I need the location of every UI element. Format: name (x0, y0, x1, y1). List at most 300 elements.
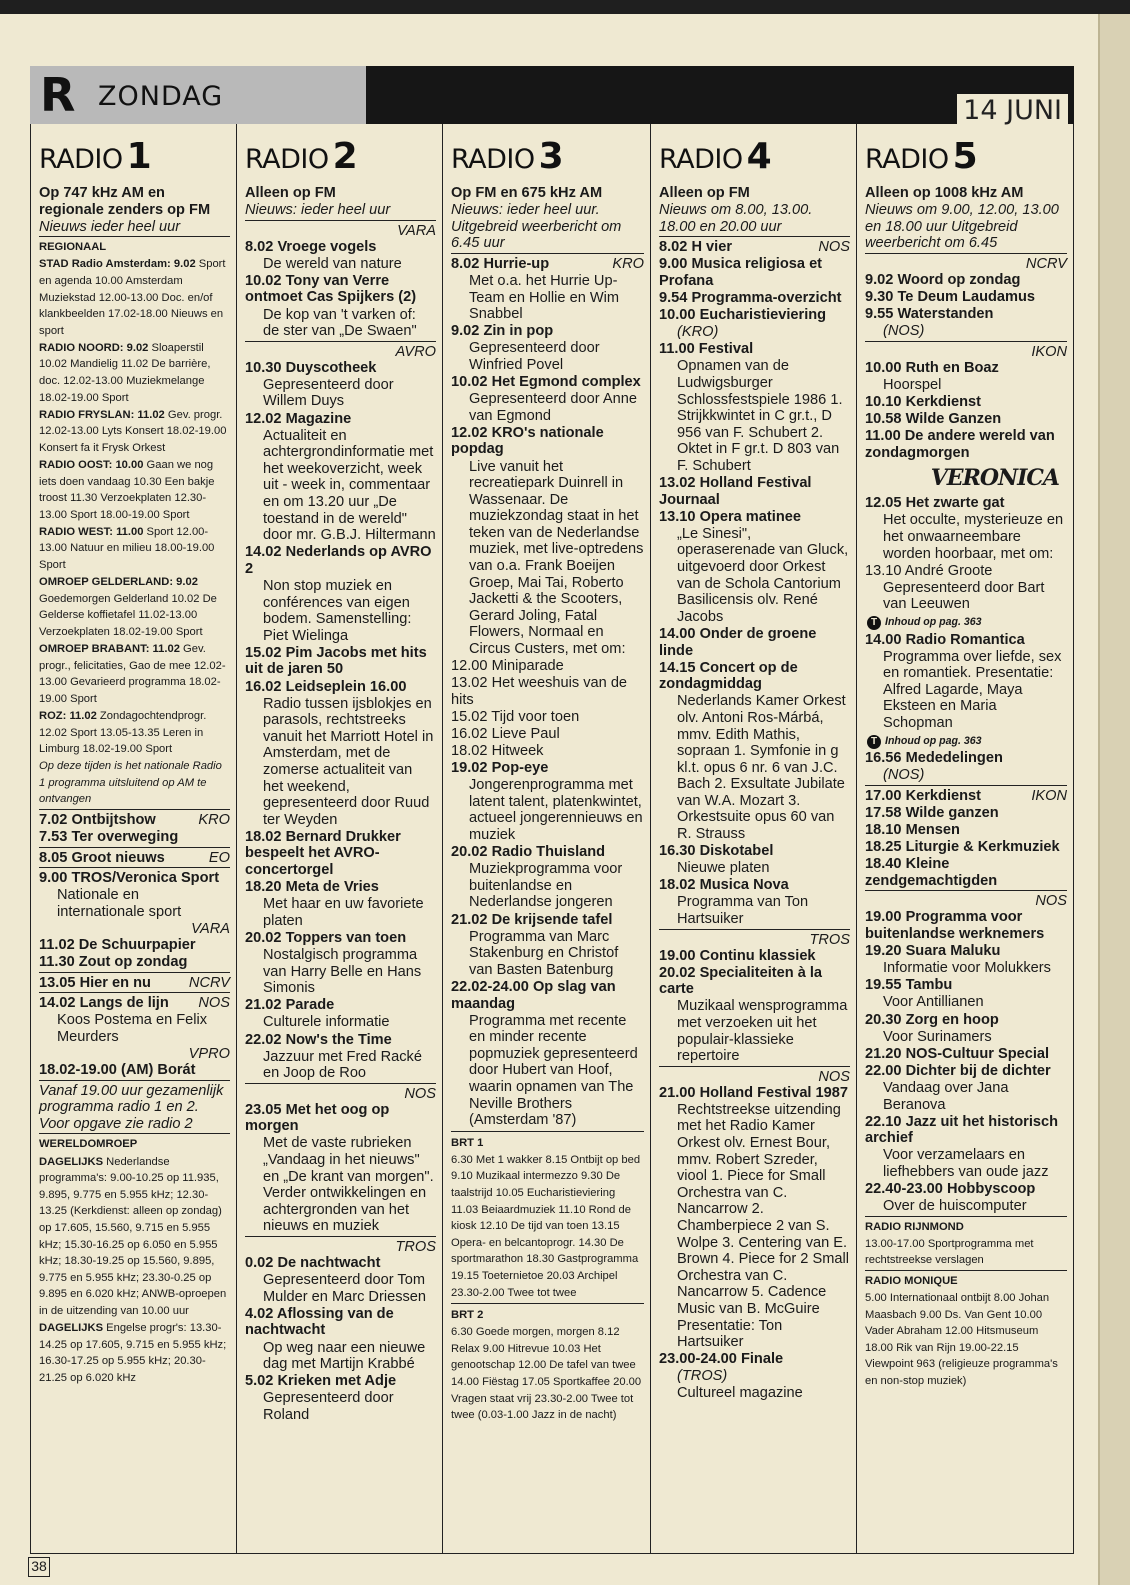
entry-text: Programma met recente en minder recente popmuziek gepresenteerd door Hubert van Hoof, waarin opnamen van The Neville Brothers (Amsterdam '87) (469, 1012, 638, 1129)
broadcaster-label (865, 344, 1067, 360)
programme-description (659, 1368, 850, 1385)
programme-description (245, 578, 436, 644)
programme-description (451, 273, 644, 323)
entry-bold: 8.05 Groot nieuws (39, 849, 165, 866)
broadcaster-name: VARA (397, 222, 436, 239)
programme-title (865, 1114, 1067, 1147)
programme-title (865, 428, 1067, 461)
entry-italic: Nieuws: ieder heel uur. Uitgebreid weerbericht om 6.45 uur (451, 202, 622, 252)
entry-bold: 18.02-19.00 (AM) Borát (39, 1062, 196, 1079)
entry-text: 5.00 Internationaal ontbijt 8.00 Johan Maasbach 9.00 Ds. Van Gent 10.00 Vader Abraham 12.00 Hitsmuseum 18.00 Rik van Rijn 19.00-22.15 Viewpoint 963 (religieuze programma's en non-stop muziek) (865, 1292, 1058, 1387)
header-day: ZONDAG (98, 81, 224, 112)
entry-bold: BRT 2 (451, 1309, 484, 1322)
programme-title (39, 850, 230, 869)
entry-bold: 19.00 Continu klassiek (659, 947, 816, 964)
entry-italic: Nieuws ieder heel uur (39, 218, 181, 235)
entry-bold: 14.02 Nederlands op AVRO 2 (245, 544, 432, 577)
programme-title (865, 943, 1067, 960)
entry-text: Non stop muziek en conférences van eigen bodem. Samenstelling: Piet Wielinga (263, 577, 412, 644)
entry-bold: Op 747 kHz AM en regionale zenders op FM (39, 185, 211, 218)
small-print-entry (39, 1136, 230, 1153)
entry-bold: 7.53 Ter overweging (39, 829, 179, 846)
tip-icon: T (867, 616, 881, 630)
programme-title (39, 937, 230, 954)
note-line (451, 709, 644, 726)
entry-bold: RADIO OOST: 10.00 (39, 459, 144, 471)
programme-description (245, 377, 436, 410)
entry-bold: 11.30 Zout op zondag (39, 954, 188, 971)
programme-title (865, 788, 1067, 805)
entry-bold: 19.00 Programma voor buitenlandse werknemers (865, 909, 1045, 943)
note-line (451, 202, 644, 254)
entry-bold: 10.10 Kerkdienst (865, 393, 982, 410)
programme-title (245, 360, 436, 377)
programme-description (245, 947, 436, 997)
small-print-entry (39, 574, 230, 640)
broadcaster-label (245, 223, 436, 239)
entry-text: Voor Surinamers (883, 1028, 992, 1045)
entry-text: Voor verzamelaars en liefhebbers van oude jazz (883, 1147, 1049, 1180)
column-radio-2 (237, 124, 443, 1554)
programme-title (245, 1306, 436, 1339)
entry-bold: 21.00 Holland Festival 1987 (659, 1084, 849, 1101)
programme-title (451, 912, 644, 929)
programme-title (659, 1351, 850, 1368)
entry-bold: 10.02 Tony van Verre ontmoet Cas Spijkers (2) (245, 272, 417, 306)
entry-italic: Nieuws om 9.00, 12.00, 13.00 en 18.00 uur Uitgebreid weerbericht om 6.45 (865, 202, 1059, 252)
entry-text: Gepresenteerd door Tom Mulder en Marc Driessen (263, 1272, 427, 1305)
programme-title (245, 544, 436, 577)
entry-text: 6.30 Goede morgen, morgen 8.12 Relax 9.00 Hitrevue 10.03 Het genootschap 12.00 De tafel van twee 14.00 Fiëstag 17.05 Sportkaffee 20.00 Vragen staat vrij 23.30-2.00 Twee tot twee (0.03-1.00 Jazz in de nacht) (451, 1326, 642, 1422)
programme-description (865, 960, 1067, 977)
entry-bold: Alleen op FM (245, 185, 336, 201)
entry-bold: ROZ: 11.02 (39, 709, 97, 722)
entry-bold: 18.02 Musica Nova (659, 877, 789, 894)
small-print-entry (39, 239, 230, 256)
entry-text: 6.30 Met 1 wakker 8.15 Ontbijt op bed 9.10 Muzikaal intermezzo 9.30 De taalstrijd 10.05 Eucharistieviering 11.03 Beiaardmuziek 11.10 Rond de kiosk 12.10 De tijd van toen 13.15 Opera- en belcantoprogr. 14.30 De sportmarathon 18.30 Gastprogramma 19.15 Toeternietoe 20.03 Archipel 23.30-2.00 Twee tot twee (451, 1153, 641, 1299)
small-print-entry (39, 256, 230, 339)
entry-bold: RADIO MONIQUE (865, 1274, 958, 1287)
broadcaster-tag: NOS (818, 239, 850, 256)
column-radio-4 (651, 124, 857, 1554)
broadcaster-tag: KRO (612, 255, 644, 272)
broadcaster-tag: KRO (198, 811, 230, 828)
entry-bold: OMROEP GELDERLAND: 9.02 (39, 576, 198, 589)
station-label: RADIO (39, 144, 123, 175)
entry-bold: 0.02 De nachtwacht (245, 1255, 381, 1272)
entry-bold: WERELDOMROEP (39, 1138, 138, 1151)
programme-title (451, 323, 644, 340)
entry-bold: RADIO WEST: 11.00 (39, 525, 144, 538)
small-print-entry (39, 708, 230, 758)
programme-title (245, 239, 436, 256)
entry-text: Sport 12.00-13.00 Natuur en milieu 18.00-19.00 Sport (39, 525, 215, 572)
small-print-entry (39, 641, 230, 707)
entry-bold: 10.00 Ruth en Boaz (865, 359, 999, 376)
programme-description (451, 391, 644, 424)
entry-text: 15.02 Tijd voor toen (451, 708, 580, 725)
programme-title (245, 1032, 436, 1049)
programme-title (245, 879, 436, 896)
broadcaster-label (245, 1086, 436, 1102)
entry-bold: 12.05 Het zwarte gat (865, 495, 1005, 512)
note-line (865, 202, 1067, 254)
entry-text: Jazzuur met Fred Racké en Joop de Roo (263, 1048, 422, 1082)
entry-text: 16.02 Lieve Paul (451, 726, 560, 742)
entry-bold: Alleen op FM (659, 185, 750, 201)
entry-italic: (NOS) (883, 323, 925, 340)
entry-bold: 9.02 Zin in pop (451, 323, 554, 340)
entry-bold: 18.20 Meta de Vries (245, 879, 379, 896)
programme-title (451, 844, 644, 861)
entry-text: Gepresenteerd door Roland (263, 1390, 394, 1423)
entry-bold: 9.55 Waterstanden (865, 306, 994, 323)
programme-description (245, 428, 436, 544)
header-black-band (366, 66, 1074, 124)
entry-bold: 9.00 TROS/Veronica Sport (39, 870, 220, 887)
note-line (245, 202, 436, 221)
frequency-info (659, 185, 850, 202)
broadcaster-name: AVRO (395, 343, 436, 360)
entry-bold: 17.00 Kerkdienst (865, 787, 982, 804)
entry-italic: Nieuws om 8.00, 13.00. 18.00 en 20.00 uur (659, 202, 813, 235)
programme-description (451, 340, 644, 373)
programme-description (865, 512, 1067, 562)
programme-title (865, 805, 1067, 822)
entry-bold: 14.15 Concert op de zondagmiddag (659, 659, 798, 693)
frequency-info (245, 185, 436, 202)
entry-text: Gepresenteerd door Bart van Leeuwen (883, 579, 1045, 613)
programme-title (659, 626, 850, 659)
entry-bold: 22.10 Jazz uit het historisch archief (865, 1113, 1059, 1147)
programme-title (659, 843, 850, 860)
broadcaster-name: VPRO (188, 1046, 230, 1063)
entry-bold: 9.30 Te Deum Laudamus (865, 288, 1036, 305)
programme-title (865, 411, 1067, 428)
entry-text: Gepresenteerd door Winfried Povel (469, 340, 600, 373)
programme-title (659, 660, 850, 693)
entry-text: Jongerenprogramma met latent talent, platenkwintet, actueel jongerennieuws en muziek (469, 777, 643, 844)
entry-text: Muziekprogramma voor buitenlandse en Nederlandse jongeren (469, 861, 623, 911)
entry-text: De wereld van nature (263, 255, 402, 272)
entry-text: Programma over liefde, sex en romantiek. Presentatie: Alfred Lagarde, Maya Eksteen en Maria Schopman (883, 648, 1062, 732)
entry-bold: 10.30 Duyscotheek (245, 359, 377, 376)
entry-bold: 9.00 Musica religiosa et Profana (659, 256, 823, 289)
entry-bold: 10.02 Het Egmond complex (451, 374, 641, 391)
entry-bold: 23.05 Met het oog op morgen (245, 1101, 390, 1135)
entry-bold: 7.02 Ontbijtshow (39, 811, 156, 828)
entry-bold: 18.02 Bernard Drukker bespeelt het AVRO-concertorgel (245, 828, 401, 879)
entry-text: Nederlands Kamer Orkest olv. Antoni Ros-Márbá, mmv. Edith Mathis, sopraan 1. Symfonie in g kl.t. opus 6 nr. 6 van J.C. Bach 2. Exsultate Jubilate van W.A. Mozart 3. Orkestsuite opus 60 van R. Strauss (677, 693, 846, 843)
entry-text: Muzikaal wensprogramma met verzoeken uit het populair-klassieke repertoire (677, 998, 848, 1065)
veronica-logo-text: VERONICA (930, 465, 1059, 492)
entry-text: Over de huiscomputer (883, 1198, 1027, 1215)
programme-description (865, 767, 1067, 786)
small-print-entry (865, 1290, 1067, 1390)
entry-text: Opnamen van de Ludwigsburger Schlossfestspiele 1986 1. Strijkkwintet in C gr.t., D 956 van F. Schubert 2. Oktet in F gr.t. D 803 van F. Schubert (677, 358, 843, 474)
top-black-strip (0, 0, 1130, 14)
note-line (451, 726, 644, 743)
entry-bold: 21.02 Parade (245, 997, 335, 1014)
entry-bold: 8.02 H vier (659, 239, 733, 256)
entry-text: Sloaperstil 10.02 Mandielig 11.02 De barrière, doc. 12.02-13.00 Muziekmelange 18.02-19.00 Sport (39, 341, 211, 404)
entry-bold: 9.02 Woord op zondag (865, 271, 1021, 288)
programme-description (659, 998, 850, 1066)
programme-title (39, 975, 230, 994)
programme-description (865, 1080, 1067, 1113)
programme-title (659, 509, 850, 526)
programme-title (865, 822, 1067, 839)
programme-description (659, 324, 850, 341)
entry-text: Gev. progr. 12.02-13.00 Lyts Konsert 18.02-19.00 Konsert fa it Frysk Orkest (39, 408, 227, 454)
entry-bold: DAGELIJKS (39, 1155, 104, 1168)
entry-bold: 19.02 Pop-eye (451, 760, 549, 777)
broadcaster-name: VARA (191, 921, 230, 938)
programme-title (659, 290, 850, 307)
small-print-entry (865, 1273, 1067, 1290)
station-label: RADIO (451, 144, 535, 175)
entry-bold: RADIO RIJNMOND (865, 1220, 964, 1233)
entry-bold: 8.02 Hurrie-up (451, 255, 550, 272)
programme-description (865, 1029, 1067, 1046)
page-reference (865, 732, 1067, 750)
programme-description (245, 896, 436, 929)
programme-description (865, 580, 1067, 613)
broadcaster-label (865, 893, 1067, 909)
broadcaster-name: TROS (395, 1239, 436, 1256)
programme-description (451, 459, 644, 658)
entry-bold: 19.55 Tambu (865, 977, 953, 994)
programme-description (659, 526, 850, 626)
programme-description (659, 1102, 850, 1351)
entry-text: Sport en agenda 10.00 Amsterdam Muziekstad 12.00-13.00 Doc. en/of klankbeelden 17.02-18.00 Nieuws en sport (39, 258, 226, 337)
station-number: 5 (952, 136, 978, 177)
programme-title (865, 856, 1067, 891)
programme-title (245, 1102, 436, 1135)
broadcaster-name: NOS (1035, 893, 1067, 910)
entry-text: Met haar en uw favoriete platen (263, 896, 424, 929)
entry-bold: 11.02 De Schuurpapier (39, 937, 196, 954)
programme-description (865, 323, 1067, 342)
entry-bold: 22.00 Dichter bij de dichter (865, 1062, 1051, 1079)
small-print-entry (39, 407, 230, 457)
entry-text: Engelse progr's: 13.30-14.25 op 17.605, 9.715 en 5.955 kHz; 16.30-17.25 op 5.955 kHz; 20.30-21.25 op 6.020 kHz (39, 1322, 227, 1384)
station-name (451, 138, 644, 179)
entry-bold: 10.58 Wilde Ganzen (865, 411, 1002, 428)
programme-title (39, 870, 230, 887)
programme-title (865, 1012, 1067, 1029)
programme-description (245, 1340, 436, 1373)
entry-bold: Alleen op 1008 kHz AM (865, 185, 1024, 201)
broadcaster-label (865, 256, 1067, 272)
programme-title (245, 997, 436, 1014)
small-print-entry (451, 1152, 644, 1301)
veronica-logo (865, 465, 1067, 491)
programme-description (245, 1135, 436, 1237)
entry-text: Gaan we nog iets doen vandaag 10.30 Een bakje troost 11.30 Verzoekplaten 12.30-13.00 Sport 18.00-19.00 Sport (39, 459, 215, 521)
next-page-edge (1098, 14, 1130, 1585)
programme-description (451, 777, 644, 843)
entry-bold: 5.02 Krieken met Adje (245, 1373, 397, 1390)
page-number: 38 (28, 1557, 50, 1577)
frequency-info (39, 185, 230, 218)
programme-title (451, 760, 644, 777)
entry-text: Koos Postema en Felix Meurders (57, 1012, 208, 1045)
small-print-entry (39, 524, 230, 574)
entry-bold: 14.00 Radio Romantica (865, 631, 1025, 648)
note-line (659, 202, 850, 237)
station-number: 2 (332, 136, 358, 177)
programme-description (865, 377, 1067, 394)
programme-title (659, 1085, 850, 1102)
entry-bold: 15.02 Pim Jacobs met hits uit de jaren 50 (245, 644, 427, 678)
programme-description (39, 1012, 230, 1045)
broadcaster-name: NCRV (1025, 255, 1067, 272)
broadcaster-tag: NOS (198, 995, 230, 1012)
entry-bold: 10.00 Eucharistieviering (659, 307, 827, 324)
entry-text: Nederlandse programma's: 9.00-10.25 op 11.935, 9.895, 9.775 en 5.955 kHz; 12.30-13.25 (Kerkdienst: alleen op zondag) op 17.605, 15.560, 9.715 en 5.955 kHz; 15.30-16.25 op 6.050 en 5.955 kHz; 18.30-19.25 op 15.560, 9.895, 9.775 en 5.955 kHz; 23.30-0.25 op 9.895 en 6.020 kHz; ANWB-oproepen in de uitzending van 10.00 uur (39, 1155, 227, 1317)
entry-bold: 12.02 KRO's nationale popdag (451, 424, 604, 458)
broadcaster-tag: EO (208, 849, 230, 866)
entry-bold: 14.00 Onder de groene linde (659, 625, 817, 659)
entry-text: „Le Sinesi", operaserenade van Gluck, uitgevoerd door Orkest van de Schola Cantorium Basilicensis olv. René Jacobs (677, 525, 849, 625)
entry-text: Live vanuit het recreatiepark Duinrell in Wassenaar. De muziekzondag staat in het teken van de Nederlandse muziek, met live-optredens van o.a. Frank Boeijen Groep, Mai Tai, Roberto Jacketti & the Scooters, Gerard Joling, Fatal Flowers, Normaal en Circus Custers, met om: (469, 458, 644, 658)
entry-text: Rechtstreekse uitzending met het Radio Kamer Orkest olv. Ernest Bour, mmv. Robert Szreder, viool 1. Piece for Small Orchestra van C. Nancarrow 2. Chamberpiece 2 van S. Wolpe 3. Centering van E. Brown 4. Piece for 2 Small Orchestra van C. Nancarrow 5. Cadence Music van B. McGuire Presentatie: Ton Hartsuiker (677, 1101, 849, 1351)
entry-italic: (TROS) (677, 1368, 728, 1385)
programme-description (659, 358, 850, 474)
station-label: RADIO (865, 144, 949, 175)
programme-title (451, 425, 644, 458)
programme-description (245, 696, 436, 829)
entry-text: 13.02 Het weeshuis van de hits (451, 675, 628, 708)
entry-text: Op weg naar een nieuwe dag met Martijn Krabbé (263, 1339, 426, 1373)
small-print-entry (451, 1131, 644, 1152)
programme-title (865, 909, 1067, 942)
note-line (865, 563, 1067, 580)
entry-bold: 20.02 Toppers van toen (245, 929, 407, 946)
entry-text: Nieuwe platen (677, 860, 770, 877)
programme-title (865, 750, 1067, 767)
entry-bold: 17.58 Wilde ganzen (865, 805, 999, 821)
entry-bold: 11.00 Festival (659, 341, 754, 358)
entry-bold: 18.40 Kleine zendgemachtigden (865, 856, 998, 889)
station-columns (30, 124, 1074, 1554)
entry-bold: 16.02 Leidseplein 16.00 (245, 678, 407, 695)
radio-guide-page (30, 66, 1074, 1554)
note-line (451, 675, 644, 708)
entry-bold: RADIO NOORD: 9.02 (39, 341, 149, 354)
entry-bold: 20.02 Specialiteiten à la carte (659, 964, 823, 998)
programme-description (451, 861, 644, 911)
programme-description (451, 929, 644, 979)
programme-title (39, 995, 230, 1012)
programme-title (245, 930, 436, 947)
tip-icon: T (867, 735, 881, 749)
station-name (865, 138, 1067, 179)
entry-bold: BRT 1 (451, 1136, 484, 1149)
broadcaster-label (659, 1069, 850, 1085)
entry-bold: 13.10 Opera matinee (659, 508, 801, 525)
broadcaster-label (39, 1046, 230, 1062)
entry-text: Gepresenteerd door Willem Duys (263, 376, 394, 410)
programme-title (659, 877, 850, 894)
entry-bold: 16.56 Mededelingen (865, 750, 1003, 767)
note-line (39, 1083, 230, 1135)
entry-bold: RADIO FRYSLAN: 11.02 (39, 408, 165, 421)
small-print-entry (39, 1320, 230, 1386)
entry-text: Nostalgisch programma van Harry Belle en Hans Simonis (263, 947, 422, 997)
programme-title (39, 812, 230, 829)
small-print-entry (39, 758, 230, 810)
broadcaster-label (245, 1239, 436, 1255)
entry-bold: 16.30 Diskotabel (659, 843, 774, 860)
entry-text: Culturele informatie (263, 1014, 390, 1031)
entry-bold: 23.00-24.00 Finale (659, 1351, 784, 1368)
entry-bold: 12.02 Magazine (245, 410, 352, 427)
frequency-info (451, 185, 644, 202)
programme-description (865, 1198, 1067, 1217)
broadcaster-label (245, 344, 436, 360)
programme-description (245, 307, 436, 342)
entry-text: Actualiteit en achtergrondinformatie met het weekoverzicht, week uit - week in, commentaar en om 13.20 uur „De toestand in de wereld" door mr. G.B.J. Hiltermann (263, 427, 436, 544)
programme-title (659, 239, 850, 256)
programme-description (865, 994, 1067, 1011)
programme-title (451, 256, 644, 273)
header-date: 14 JUNI (957, 94, 1068, 126)
programme-description (659, 860, 850, 877)
entry-text: 13.10 André Groote (865, 562, 993, 579)
broadcaster-tag: IKON (1031, 787, 1067, 804)
programme-title (659, 307, 850, 324)
programme-title (659, 341, 850, 358)
station-number: 4 (746, 136, 772, 177)
small-print-entry (39, 1154, 230, 1320)
small-print-entry (451, 1324, 644, 1424)
programme-title (865, 495, 1067, 512)
station-name (659, 138, 850, 179)
entry-bold: 8.02 Vroege vogels (245, 238, 377, 255)
small-print-entry (865, 1236, 1067, 1271)
entry-bold: 9.54 Programma-overzicht (659, 290, 842, 307)
column-radio-1 (31, 124, 237, 1554)
programme-description (659, 693, 850, 842)
broadcaster-label (659, 932, 850, 948)
entry-bold: 20.30 Zorg en hoop (865, 1011, 999, 1028)
entry-bold: 20.02 Radio Thuisland (451, 844, 606, 861)
page-header (30, 66, 1074, 124)
entry-bold: STAD Radio Amsterdam: 9.02 (39, 258, 196, 271)
programme-title (245, 645, 436, 678)
small-print-entry (39, 457, 230, 523)
entry-bold: 11.00 De andere wereld van zondagmorgen (865, 428, 1055, 461)
programme-title (865, 360, 1067, 377)
radio-logo-letter: R (40, 68, 76, 122)
station-name (245, 138, 436, 179)
entry-text: Cultureel magazine (677, 1385, 803, 1402)
entry-bold: 21.02 De krijsende tafel (451, 911, 613, 928)
entry-text: Voor Antillianen (883, 994, 984, 1011)
entry-text: Programma van Marc Stakenburg en Christof van Basten Batenburg (469, 928, 619, 978)
entry-italic: Op deze tijden is het nationale Radio 1 programma uitsluitend op AM te ontvangen (39, 760, 222, 806)
entry-bold: 22.40-23.00 Hobbyscoop (865, 1180, 1036, 1197)
note-line (451, 658, 644, 675)
station-number: 3 (538, 136, 564, 177)
page-reference (865, 613, 1067, 631)
programme-title (865, 306, 1067, 323)
station-label: RADIO (659, 144, 743, 175)
entry-text: 18.02 Hitweek (451, 743, 544, 760)
programme-title (245, 679, 436, 696)
